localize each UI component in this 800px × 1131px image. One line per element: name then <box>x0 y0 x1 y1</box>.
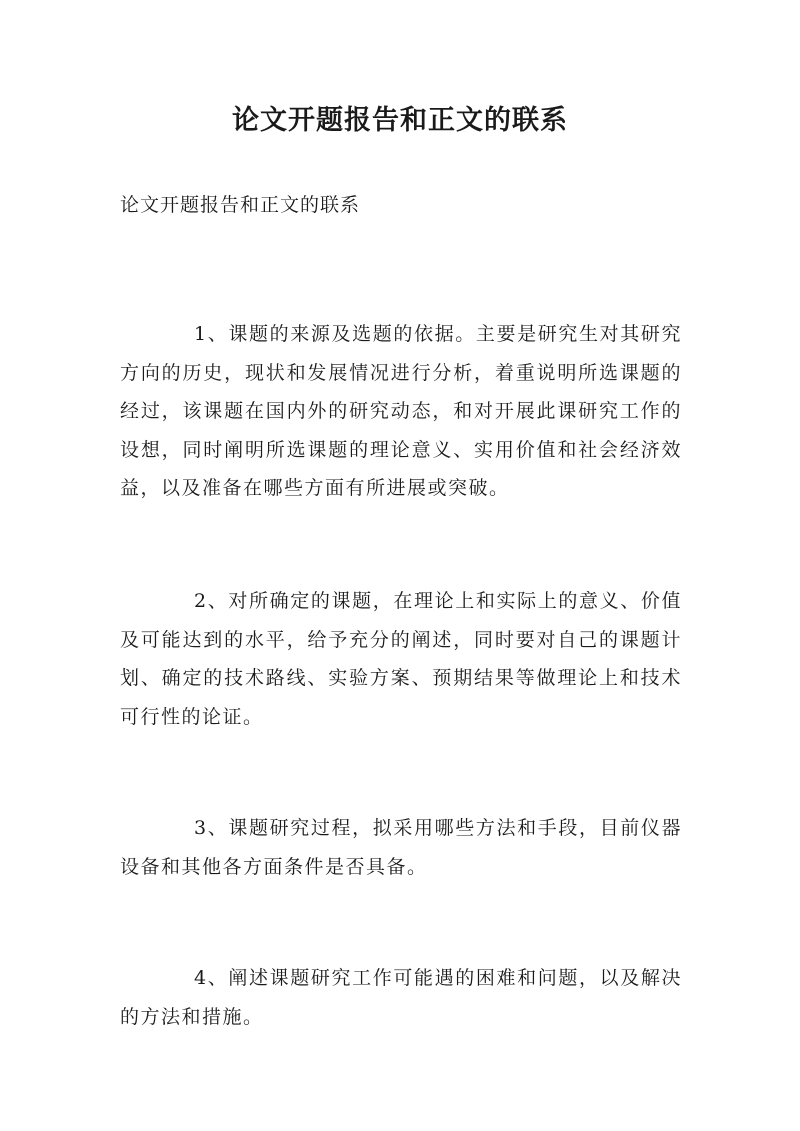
paragraph-4: 4、阐述课题研究工作可能遇的困难和问题，以及解决的方法和措施。 <box>120 967 682 1028</box>
page-title: 论文开题报告和正文的联系 <box>232 105 568 136</box>
paragraph-3: 3、课题研究过程，拟采用哪些方法和手段，目前仪器设备和其他各方面条件是否具备。 <box>120 817 682 878</box>
document-subtitle: 论文开题报告和正文的联系 <box>120 194 361 216</box>
paragraph-2: 2、对所确定的课题，在理论上和实际上的意义、价值及可能达到的水平，给予充分的阐述，同时要对自己的课题计划、确定的技术路线、实验方案、预期结果等做理论上和技术可行性的论证。 <box>120 590 682 728</box>
paragraph-1: 1、课题的来源及选题的依据。主要是研究生对其研究方向的历史，现状和发展情况进行分析，着重说明所选课题的经过，该课题在国内外的研究动态，和对开展此课研究工作的设想，同时阐明所选课题的理论意义、实用价值和社会经济效益，以及准备在哪些方面有所进展或突破。 <box>120 323 682 499</box>
